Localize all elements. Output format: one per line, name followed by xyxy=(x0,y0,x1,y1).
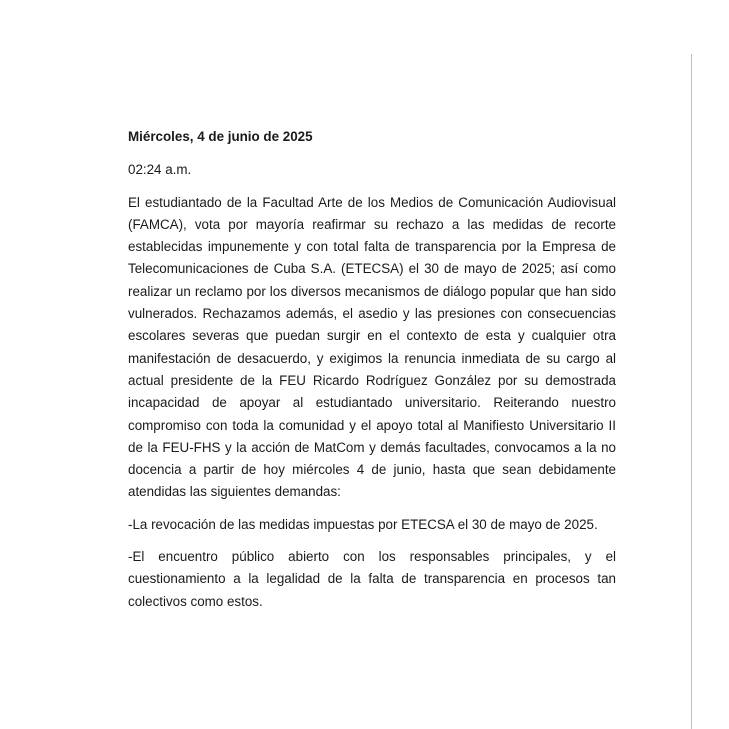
statement-body: El estudiantado de la Facultad Arte de los Medios de Comunicación Audiovisual (FAMCA), vota por mayoría reafirmar su rechazo a las medidas de recorte establecidas impunemente y con total falta de transparencia por la Empresa de Telecomunicaciones de Cuba S.A. (ETECSA) el 30 de mayo de 2025; así como realizar un reclamo por los diversos mecanismos de diálogo popular que han sido vulnerados. Rechazamos además, el asedio y las presiones con consecuencias escolares severas que puedan surgir en el contexto de esta y cualquier otra manifestación de desacuerdo, y exigimos la renuncia inmediata de su cargo al actual presidente de la FEU Ricardo Rodríguez González por su demostrada incapacidad de apoyar al estudiantado universitario. Reiterando nuestro compromiso con toda la comunidad y el apoyo total al Manifiesto Universitario II de la FEU-FHS y la acción de MatCom y demás facultades, convocamos a la no docencia a partir de hoy miércoles 4 de junio, hasta que sean debidamente atendidas las siguientes demandas: xyxy=(128,194,616,500)
demand-item: -El encuentro público abierto con los responsables principales, y el cuestionamiento a la legalidad de la falta de transparencia en procesos tan colectivos como estos. xyxy=(128,549,616,609)
statement-time: 02:24 a.m. xyxy=(128,162,192,178)
statement-date: Miércoles, 4 de junio de 2025 xyxy=(128,129,313,144)
page-edge-divider xyxy=(691,54,692,729)
demand-item: -La revocación de las medidas impuestas por ETECSA el 30 de mayo de 2025. xyxy=(128,516,598,532)
statement-content xyxy=(128,126,616,623)
